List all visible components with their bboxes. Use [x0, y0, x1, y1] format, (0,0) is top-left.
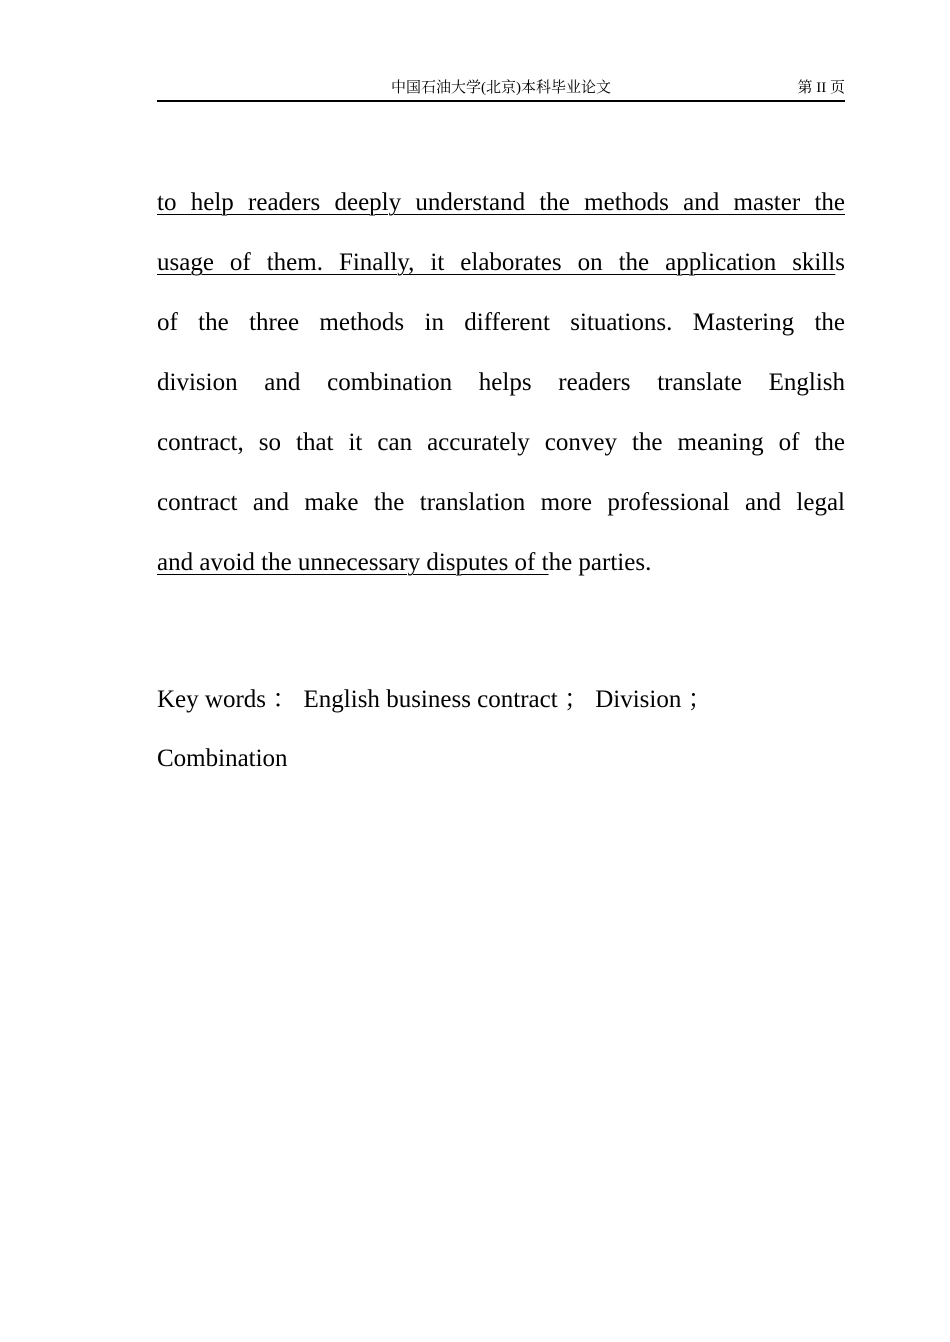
- plain-text: he parties.: [548, 549, 652, 576]
- keywords-colon: ：: [272, 686, 298, 713]
- abstract-paragraph: [157, 173, 845, 593]
- keyword-business: business: [386, 686, 471, 713]
- abstract-line: contract and make the translation more professional and legal: [157, 489, 845, 516]
- header-title: 中国石油大学(北京)本科毕业论文: [391, 80, 611, 96]
- keyword-division: Division: [595, 686, 682, 713]
- underlined-text: to help readers deeply understand the methods and master the: [157, 189, 845, 216]
- abstract-line: contract, so that it can accurately convey the meaning of the: [157, 429, 845, 456]
- abstract-line: [157, 233, 845, 293]
- keywords-label-key: Key: [157, 686, 199, 713]
- page-header: [157, 78, 845, 102]
- keywords-separator: ；: [563, 686, 589, 713]
- keywords-label-words: words: [204, 686, 267, 713]
- keyword-contract: contract: [477, 686, 558, 713]
- keywords-line: [157, 670, 827, 729]
- abstract-line: division and combination helps readers translate English: [157, 369, 845, 396]
- keyword-combination: Combination: [157, 745, 288, 772]
- abstract-line: [157, 173, 845, 233]
- abstract-line: [157, 533, 845, 593]
- plain-text: s: [835, 249, 845, 276]
- underlined-text: and avoid the unnecessary disputes of t: [157, 549, 549, 576]
- keyword-english: English: [303, 686, 380, 713]
- underlined-text: usage of them. Finally, it elaborates on the application skill: [157, 249, 836, 276]
- keywords-separator: ；: [687, 686, 713, 713]
- header-page-number: 第 II 页: [797, 80, 845, 96]
- abstract-line: of the three methods in different situations. Mastering the: [157, 309, 845, 336]
- keywords-block: [157, 670, 845, 788]
